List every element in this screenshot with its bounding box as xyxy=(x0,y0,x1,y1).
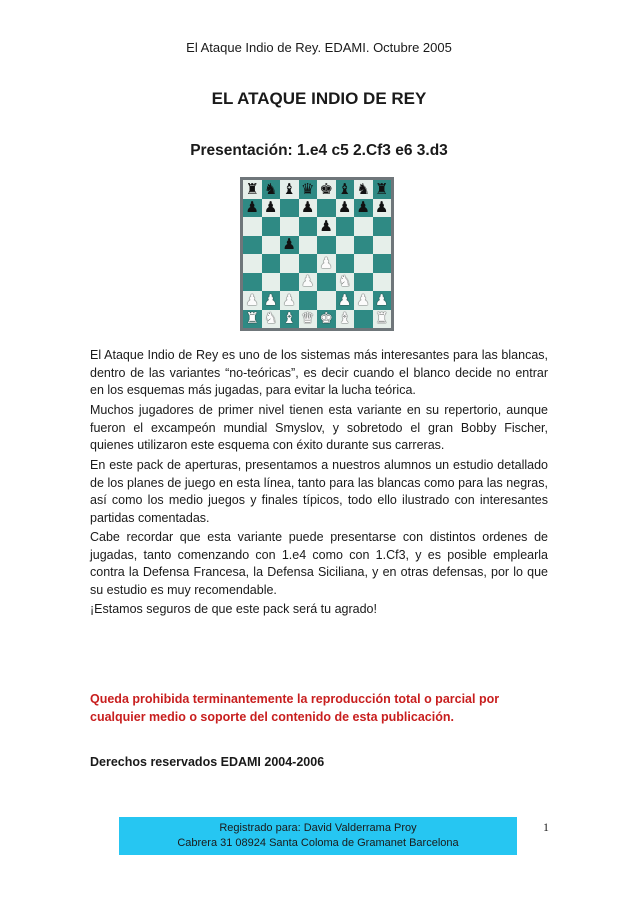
black-pawn-icon: ♟ xyxy=(338,198,352,217)
white-rook-icon: ♜ xyxy=(375,309,389,328)
board-square xyxy=(336,254,355,273)
board-square xyxy=(354,180,373,199)
board-square xyxy=(373,254,392,273)
board-square xyxy=(317,236,336,255)
black-queen-icon: ♛ xyxy=(301,179,315,198)
registration-name: Registrado para: David Valderrama Proy xyxy=(219,822,417,834)
paragraph-intro: El Ataque Indio de Rey es uno de los sistemas más interesantes para las blancas, dentro de las variantes “no-teóricas”, es decir cuando el blanco decide no entrar en los esquemas más jugadas, para evitar la lucha teórica. xyxy=(90,348,548,397)
black-knight-icon: ♞ xyxy=(356,179,370,198)
board-square xyxy=(243,180,262,199)
board-square xyxy=(262,291,281,310)
board-square xyxy=(317,199,336,218)
board-square xyxy=(280,217,299,236)
white-king-icon: ♚ xyxy=(319,309,333,328)
page-number: 1 xyxy=(543,820,549,834)
board-square xyxy=(336,236,355,255)
black-king-icon: ♚ xyxy=(319,179,333,198)
board-square xyxy=(354,199,373,218)
board-square xyxy=(243,273,262,292)
board-square xyxy=(354,254,373,273)
white-pawn-icon: ♟ xyxy=(375,290,389,309)
board-square xyxy=(336,273,355,292)
white-rook-icon: ♜ xyxy=(245,309,259,328)
board-square xyxy=(354,310,373,329)
paragraph-move-orders: Cabe recordar que esta variante puede presentarse con distintos ordenes de jugadas, tanto comenzando con 1.e4 como con 1.Cf3, y es posible emplearla contra la Defensa Francesa, la Defensa Siciliana, y en otras defensas, por lo que su estudio es muy recomendable. xyxy=(90,530,548,597)
board-square xyxy=(336,180,355,199)
board-square xyxy=(336,291,355,310)
board-square xyxy=(243,217,262,236)
board-square xyxy=(373,310,392,329)
document-subtitle: Presentación: 1.e4 c5 2.Cf3 e6 3.d3 xyxy=(190,142,448,159)
board-square xyxy=(354,291,373,310)
board-square xyxy=(299,254,318,273)
board-square xyxy=(262,273,281,292)
board-square xyxy=(299,236,318,255)
board-square xyxy=(280,254,299,273)
black-pawn-icon: ♟ xyxy=(375,198,389,217)
paragraph-players: Muchos jugadores de primer nivel tienen esta variante en su repertorio, aunque fueron el excampeón mundial Smyslov, y sobretodo el gran Bobby Fischer, quienes utilizaron este esquema con éxito durante sus carreras. xyxy=(90,403,548,452)
black-pawn-icon: ♟ xyxy=(356,198,370,217)
board-square xyxy=(354,217,373,236)
registration-address: Cabrera 31 08924 Santa Coloma de Gramanet Barcelona xyxy=(177,837,459,849)
board-square xyxy=(354,273,373,292)
board-square xyxy=(299,217,318,236)
chess-board xyxy=(243,180,391,328)
board-square xyxy=(336,217,355,236)
board-square xyxy=(262,236,281,255)
paragraph-closing: ¡Estamos seguros de que este pack será tu agrado! xyxy=(90,602,377,616)
black-pawn-icon: ♟ xyxy=(245,198,259,217)
white-pawn-icon: ♟ xyxy=(301,272,315,291)
board-square xyxy=(317,254,336,273)
black-pawn-icon: ♟ xyxy=(264,198,278,217)
board-square xyxy=(280,310,299,329)
black-bishop-icon: ♝ xyxy=(338,179,352,198)
white-pawn-icon: ♟ xyxy=(282,290,296,309)
board-square xyxy=(299,291,318,310)
board-square xyxy=(299,273,318,292)
board-square xyxy=(243,310,262,329)
board-square xyxy=(373,180,392,199)
board-square xyxy=(243,236,262,255)
board-square xyxy=(373,236,392,255)
copyright-warning: Queda prohibida terminantemente la reproducción total o parcial por cualquier medio o soporte del contenido de esta publicación. xyxy=(90,692,500,724)
board-square xyxy=(373,291,392,310)
board-square xyxy=(280,236,299,255)
document-title: EL ATAQUE INDIO DE REY xyxy=(211,89,427,108)
white-knight-icon: ♞ xyxy=(264,309,278,328)
black-pawn-icon: ♟ xyxy=(301,198,315,217)
board-square xyxy=(317,180,336,199)
board-square xyxy=(317,273,336,292)
black-bishop-icon: ♝ xyxy=(282,179,296,198)
board-square xyxy=(262,180,281,199)
black-rook-icon: ♜ xyxy=(375,179,389,198)
board-square xyxy=(373,217,392,236)
running-header: El Ataque Indio de Rey. EDAMI. Octubre 2005 xyxy=(186,40,452,55)
board-square xyxy=(262,254,281,273)
board-square xyxy=(243,291,262,310)
board-square xyxy=(317,217,336,236)
board-square xyxy=(336,310,355,329)
black-knight-icon: ♞ xyxy=(264,179,278,198)
board-square xyxy=(354,236,373,255)
board-square xyxy=(299,310,318,329)
white-pawn-icon: ♟ xyxy=(319,253,333,272)
board-square xyxy=(317,310,336,329)
board-square xyxy=(317,291,336,310)
board-square xyxy=(336,199,355,218)
white-pawn-icon: ♟ xyxy=(264,290,278,309)
board-square xyxy=(262,217,281,236)
rights-notice: Derechos reservados EDAMI 2004-2006 xyxy=(90,755,325,769)
paragraph-pack: En este pack de aperturas, presentamos a nuestros alumnos un estudio detallado de los planes de juego en esta línea, tanto para las blancas como para las negras, así como los medio juegos y finales típicos, todo ello ilustrado con interesantes partidas comentadas. xyxy=(90,458,548,525)
chess-diagram xyxy=(240,177,394,331)
board-square xyxy=(280,273,299,292)
black-rook-icon: ♜ xyxy=(245,179,259,198)
white-bishop-icon: ♝ xyxy=(338,309,352,328)
board-square xyxy=(243,254,262,273)
white-pawn-icon: ♟ xyxy=(338,290,352,309)
board-square xyxy=(299,180,318,199)
white-bishop-icon: ♝ xyxy=(282,309,296,328)
board-square xyxy=(262,310,281,329)
board-square xyxy=(262,199,281,218)
board-square xyxy=(243,199,262,218)
board-square xyxy=(280,291,299,310)
black-pawn-icon: ♟ xyxy=(282,235,296,254)
white-pawn-icon: ♟ xyxy=(356,290,370,309)
white-knight-icon: ♞ xyxy=(338,272,352,291)
board-square xyxy=(299,199,318,218)
white-queen-icon: ♛ xyxy=(301,309,315,328)
board-square xyxy=(280,180,299,199)
black-pawn-icon: ♟ xyxy=(319,216,333,235)
board-square xyxy=(373,199,392,218)
board-square xyxy=(373,273,392,292)
registration-box xyxy=(119,817,517,855)
board-square xyxy=(280,199,299,218)
white-pawn-icon: ♟ xyxy=(245,290,259,309)
